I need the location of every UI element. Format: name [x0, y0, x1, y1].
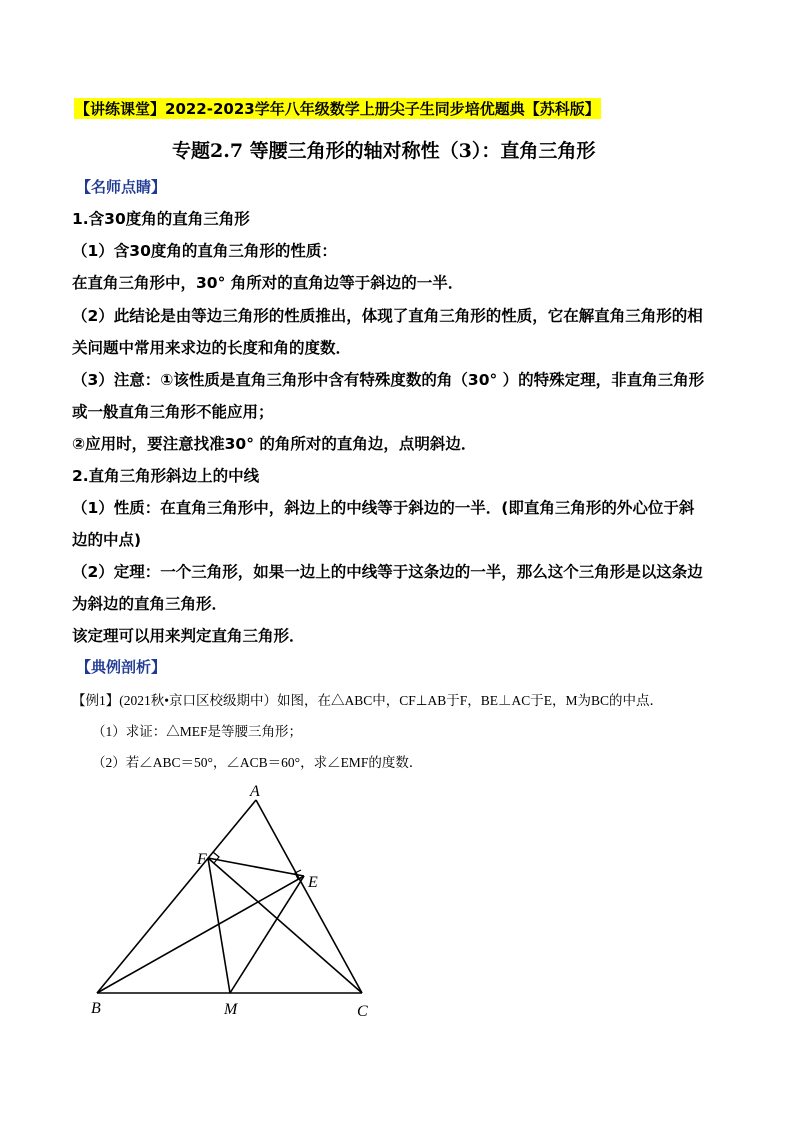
right-angle-mark-F [213, 852, 219, 863]
example-1-question-2: （2）若∠ABC＝50°，∠ACB＝60°，求∠EMF的度数． [92, 755, 423, 770]
segment-BE [97, 876, 304, 993]
header-banner: 【讲练课堂】2022-2023学年八年级数学上册尖子生同步培优题典【苏科版】 [75, 100, 600, 118]
label-E: E [308, 874, 318, 891]
segment-CF [208, 858, 362, 993]
segment-ME [230, 876, 304, 993]
text-line-8: （1）性质：在直角三角形中，斜边上的中线等于斜边的一半．(即直角三角形的外心位于斜 [72, 499, 695, 517]
label-M: M [224, 1001, 238, 1018]
section-heading-examples: 【典例剖析】 [76, 658, 167, 676]
text-line-10: （2）定理：一个三角形，如果一边上的中线等于这条边的一半，那么这个三角形是以这条边 [72, 563, 703, 581]
label-C: C [357, 1003, 368, 1020]
text-line-9: 边的中点) [72, 531, 142, 549]
text-line-12: 该定理可以用来判定直角三角形． [72, 627, 305, 645]
text-line-3: （2）此结论是由等边三角形的性质推出，体现了直角三角形的性质，它在解直角三角形的相 [72, 307, 703, 325]
text-line-11: 为斜边的直角三角形． [72, 595, 228, 613]
text-line-1: （1）含30度角的直角三角形的性质： [72, 242, 337, 260]
section-heading-tips: 【名师点睛】 [76, 178, 167, 196]
text-line-5: （3）注意：①该性质是直角三角形中含有特殊度数的角（30° ）的特殊定理，非直角三角形 [72, 371, 705, 389]
example-1-question-1: （1）求证：△MEF是等腰三角形； [92, 724, 303, 739]
text-line-6: 或一般直角三角形不能应用； [72, 403, 274, 421]
label-F: F [197, 851, 207, 868]
segment-AC [256, 800, 362, 993]
label-A: A [250, 783, 260, 800]
segment-AB [97, 800, 256, 993]
text-line-4: 关问题中常用来求边的长度和角的度数． [72, 339, 352, 357]
segment-MF [208, 858, 230, 993]
text-line-2: 在直角三角形中，30° 角所对的直角边等于斜边的一半． [72, 274, 464, 292]
item1-title: 1.含30度角的直角三角形 [72, 210, 250, 228]
text-line-7: ②应用时，要注意找准30° 的角所对的直角边，点明斜边． [72, 435, 477, 453]
page-title: 专题2.7 等腰三角形的轴对称性（3）：直角三角形 [172, 140, 596, 162]
item2-title: 2.直角三角形斜边上的中线 [72, 467, 260, 485]
label-B: B [91, 1000, 101, 1017]
example-1-statement: 【例1】(2021秋•京口区校级期中）如图，在△ABC中，CF⊥AB于F，BE⊥AC于E，M为BC的中点． [72, 693, 664, 708]
